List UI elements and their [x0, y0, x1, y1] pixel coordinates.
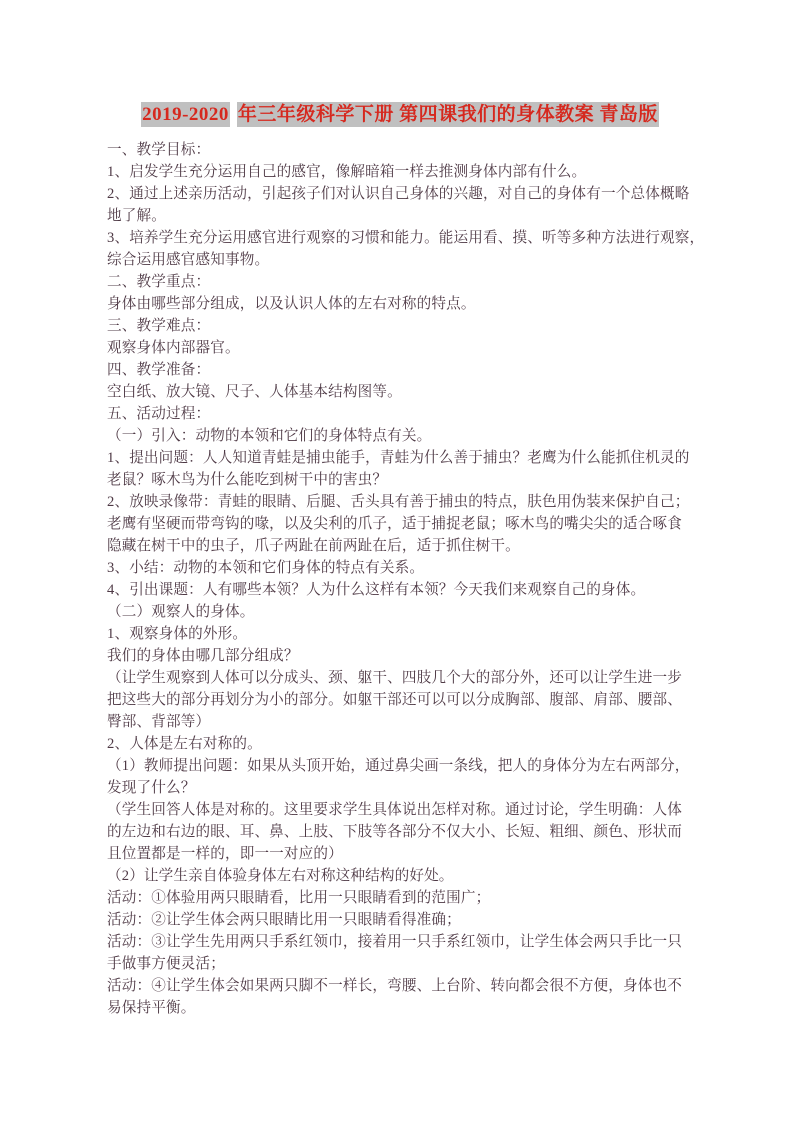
- document-line: 老鼠？啄木鸟为什么能吃到树干中的害虫？: [107, 472, 388, 488]
- document-line: 活动：③让学生先用两只手系红领巾，接着用一只手系红领巾，让学生体会两只手比一只: [107, 934, 683, 950]
- document-line: 活动：①体验用两只眼睛看，比用一只眼睛看到的范围广；: [107, 890, 491, 906]
- document-line: 把这些大的部分再划分为小的部分。如躯干部还可以可以分成胸部、腹部、肩部、腰部、: [107, 692, 683, 708]
- document-line: 臀部、背部等）: [107, 714, 211, 730]
- document-line: （二）观察人的身体。: [107, 604, 255, 620]
- document-line: 综合运用感官感知事物。: [107, 252, 270, 268]
- document-body: [107, 139, 703, 1019]
- document-line: （一）引入：动物的本领和它们的身体特点有关。: [107, 428, 432, 444]
- title-highlighted-year: 2019-2020: [142, 104, 229, 125]
- document-line: 身体由哪些部分组成，以及认识人体的左右对称的特点。: [107, 296, 476, 312]
- document-line: 隐藏在树干中的虫子，爪子两趾在前两趾在后，适于抓住树干。: [107, 538, 520, 554]
- document-line: 一、教学目标：: [107, 142, 211, 158]
- document-line: 五、活动过程：: [107, 406, 211, 422]
- document-line: 2、通过上述亲历活动，引起孩子们对认识自己身体的兴趣，对自己的身体有一个总体概略: [107, 186, 690, 202]
- document-line: 3、小结：动物的本领和它们身体的特点有关系。: [107, 560, 425, 576]
- document-line: 1、提出问题：人人知道青蛙是捕虫能手，青蛙为什么善于捕虫？老鹰为什么能抓住机灵的: [107, 450, 690, 466]
- document-line: 空白纸、放大镜、尺子、人体基本结构图等。: [107, 384, 402, 400]
- document-line: （2）让学生亲自体验身体左右对称这种结构的好处。: [107, 868, 454, 884]
- document-line: 地了解。: [107, 208, 166, 224]
- document-line: 三、教学难点：: [107, 318, 211, 334]
- document-line: 手做事方便灵活；: [107, 956, 225, 972]
- document-line: 易保持平衡。: [107, 1000, 196, 1016]
- document-line: 4、引出课题：人有哪些本领？人为什么这样有本领？今天我们来观察自己的身体。: [107, 582, 646, 598]
- document-line: 的左边和右边的眼、耳、鼻、上肢、下肢等各部分不仅大小、长短、粗细、颜色、形状而: [107, 824, 683, 840]
- document-line: 1、启发学生充分运用自己的感官，像解暗箱一样去推测身体内部有什么。: [107, 164, 587, 180]
- document-line: 活动：④让学生体会如果两只脚不一样长，弯腰、上台阶、转向都会很不方便，身体也不: [107, 978, 683, 994]
- document-line: （1）教师提出问题：如果从头顶开始，通过鼻尖画一条线，把人的身体分为左右两部分，: [107, 758, 690, 774]
- document-line: 四、教学准备：: [107, 362, 211, 378]
- document-line: 3、培养学生充分运用感官进行观察的习惯和能力。能运用看、摸、听等多种方法进行观察，: [107, 230, 705, 246]
- document-line: （学生回答人体是对称的。这里要求学生具体说出怎样对称。通过讨论，学生明确：人体: [107, 802, 683, 818]
- document-line: 观察身体内部器官。: [107, 340, 240, 356]
- document-line: 活动：②让学生体会两只眼睛比用一只眼睛看得准确；: [107, 912, 461, 928]
- document-line: 2、放映录像带：青蛙的眼睛、后腿、舌头具有善于捕虫的特点，肤色用伪装来保护自己；: [107, 494, 690, 510]
- document-line: 2、人体是左右对称的。: [107, 736, 262, 752]
- document-line: 我们的身体由哪几部分组成？: [107, 648, 299, 664]
- document-line: 二、教学重点：: [107, 274, 211, 290]
- title-highlighted-text: 年三年级科学下册 第四课我们的身体教案 青岛版: [237, 104, 658, 125]
- document-line: 且位置都是一样的，即一一对应的）: [107, 846, 343, 862]
- document-title: [0, 102, 800, 128]
- document-line: （让学生观察到人体可以分成头、颈、躯干、四肢几个大的部分外，还可以让学生进一步: [107, 670, 683, 686]
- document-line: 1、观察身体的外形。: [107, 626, 248, 642]
- document-line: 老鹰有坚硬而带弯钩的喙，以及尖利的爪子，适于捕捉老鼠；啄木鸟的嘴尖尖的适合啄食: [107, 516, 683, 532]
- document-line: 发现了什么？: [107, 780, 196, 796]
